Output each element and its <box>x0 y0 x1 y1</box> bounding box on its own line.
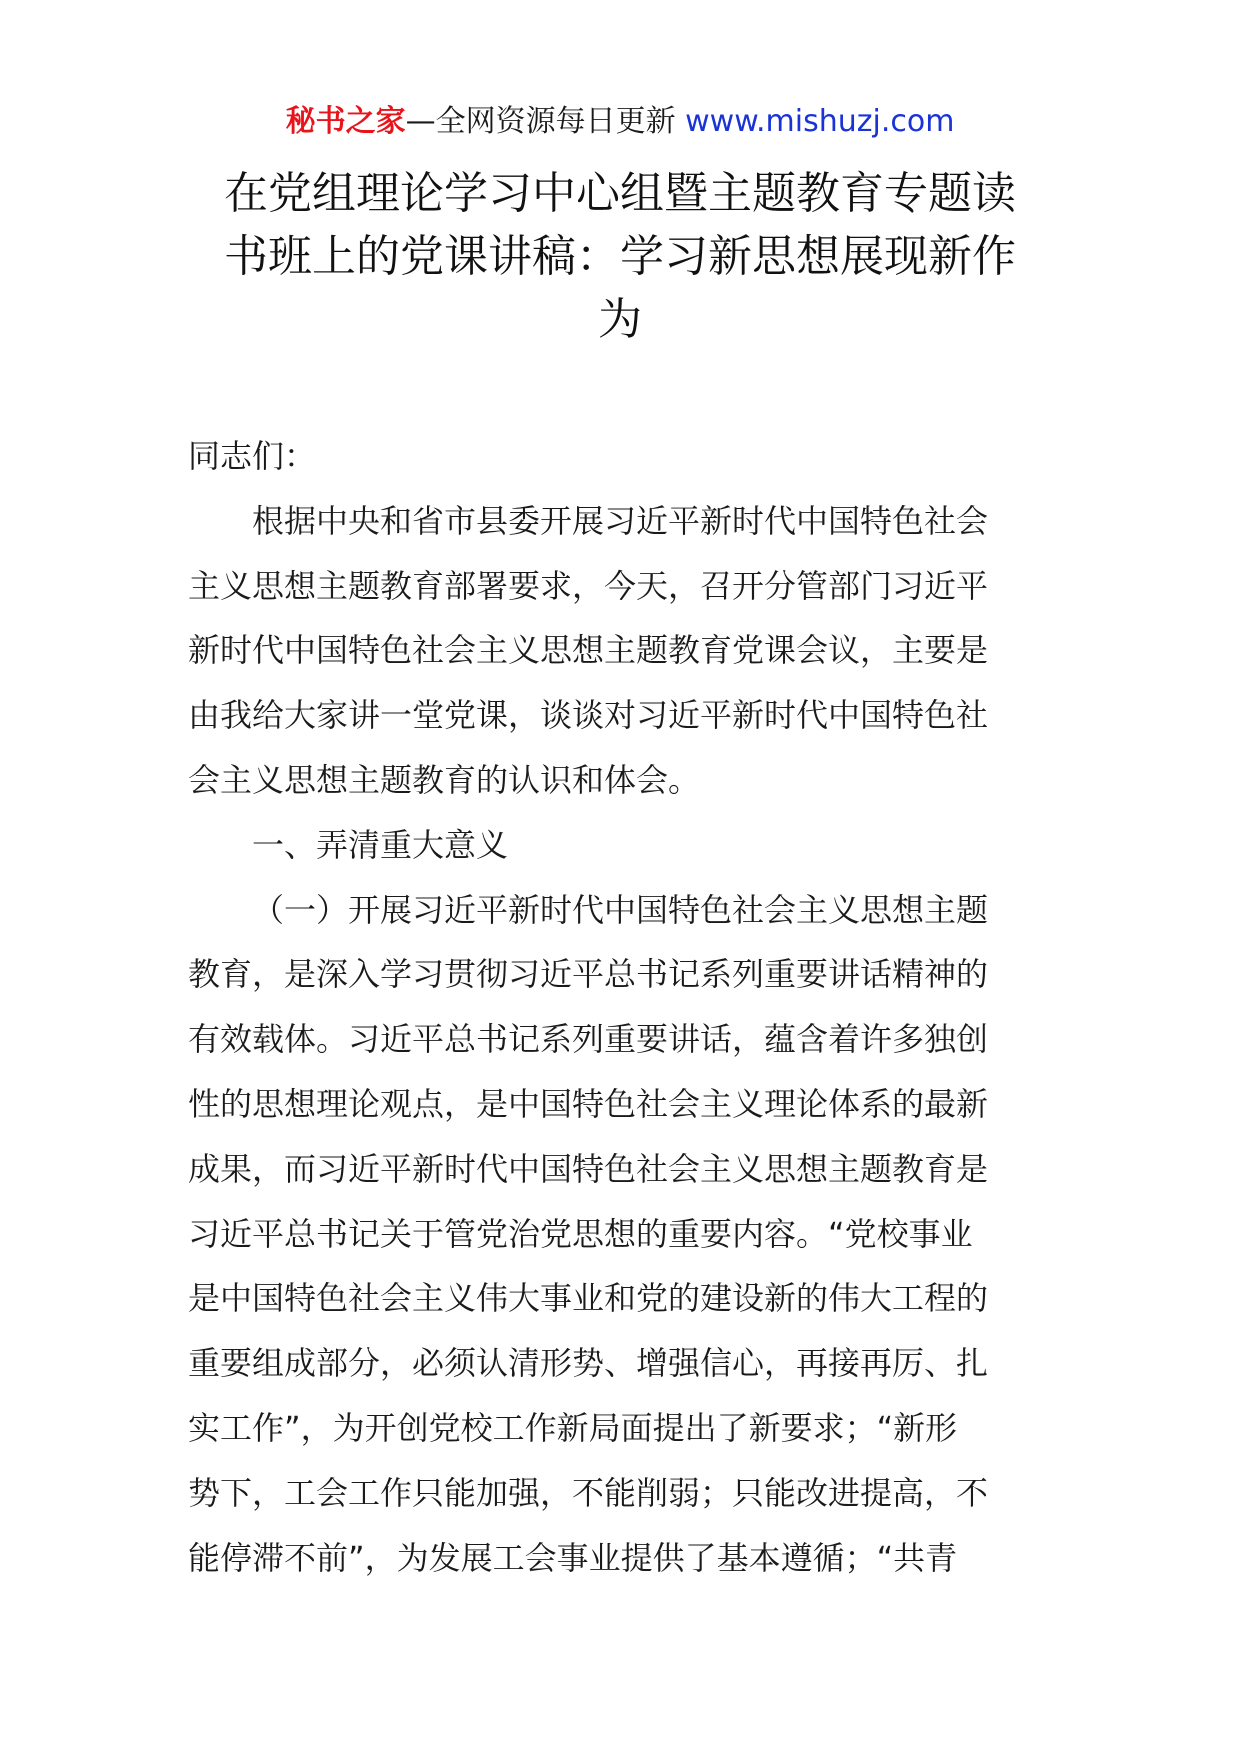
section-heading: 一、弄清重大意义 <box>252 825 509 864</box>
brand-name: 秘书之家 <box>285 104 406 139</box>
body-line: 性的思想理论观点，是中国特色社会主义理论体系的最新 <box>188 1084 989 1123</box>
body-line: 是中国特色社会主义伟大事业和党的建设新的伟大工程的 <box>188 1279 989 1318</box>
header-tagline: —全网资源每日更新 <box>405 104 686 139</box>
body-line: 习近平总书记关于管党治党思想的重要内容。“党校事业 <box>188 1214 973 1253</box>
body-line: 实工作”，为开创党校工作新局面提出了新要求；“新形 <box>188 1408 958 1447</box>
title-line: 书班上的党课讲稿：学习新思想展现新作 <box>224 231 1016 282</box>
body-line: 会主义思想主题教育的认识和体会。 <box>188 760 701 799</box>
body-line: 主义思想主题教育部署要求，今天，召开分管部门习近平 <box>188 566 989 605</box>
body-line: 势下，工会工作只能加强，不能削弱；只能改进提高，不 <box>188 1473 989 1512</box>
body-line: 根据中央和省市县委开展习近平新时代中国特色社会 <box>252 501 989 540</box>
body-line: 成果，而习近平新时代中国特色社会主义思想主题教育是 <box>188 1149 989 1188</box>
body-line: 由我给大家讲一堂党课，谈谈对习近平新时代中国特色社 <box>188 696 989 735</box>
body-line: 新时代中国特色社会主义思想主题教育党课会议，主要是 <box>188 631 989 670</box>
site-url: www.mishuzj.com <box>685 104 955 139</box>
subsection-heading: （一）开展习近平新时代中国特色社会主义思想主题 <box>252 890 989 929</box>
salutation: 同志们： <box>188 437 317 475</box>
body-line: 能停滞不前”，为发展工会事业提供了基本遵循；“共青 <box>188 1538 958 1577</box>
title-line: 在党组理论学习中心组暨主题教育专题读 <box>224 168 1016 219</box>
document-title <box>200 162 1040 351</box>
title-line: 为 <box>598 294 642 345</box>
body-line: 重要组成部分，必须认清形势、增强信心，再接再厉、扎 <box>188 1344 989 1383</box>
body-line: 教育，是深入学习贯彻习近平总书记系列重要讲话精神的 <box>188 955 989 994</box>
watermark-header <box>0 100 1240 144</box>
body-line: 有效载体。习近平总书记系列重要讲话，蕴含着许多独创 <box>188 1020 989 1059</box>
document-body <box>188 424 1052 1590</box>
